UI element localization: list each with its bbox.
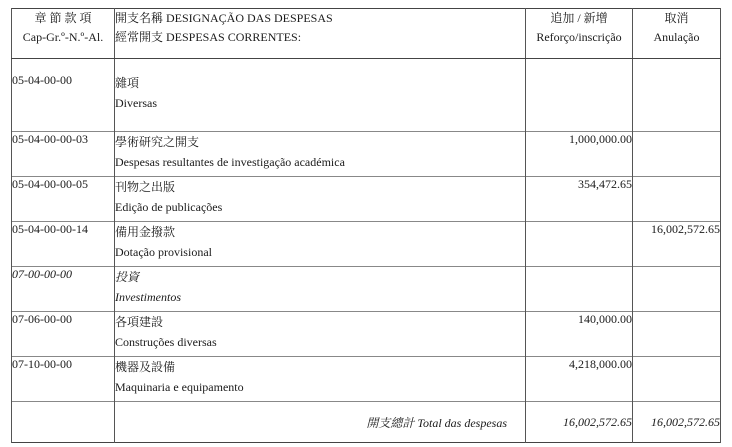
header-annulment [633, 9, 721, 59]
table-row [12, 312, 721, 357]
row-reinforcement: 4,218,000.00 [526, 357, 633, 402]
row-code: 05-04-00-00-05 [12, 177, 115, 222]
budget-table [11, 8, 721, 443]
total-label: 開支總計 Total das despesas [115, 402, 526, 443]
row-annulment [633, 357, 721, 402]
row-code: 05-04-00-00-14 [12, 222, 115, 267]
header-add-zh: 追加 / 新增 [550, 11, 608, 25]
row-annulment [633, 312, 721, 357]
table-row [12, 132, 721, 177]
row-code: 07-10-00-00 [12, 357, 115, 402]
row-reinforcement [526, 59, 633, 132]
total-annulment: 16,002,572.65 [633, 402, 721, 443]
row-desc-zh: 備用金撥款 [115, 225, 176, 239]
header-add-pt: Reforço/inscrição [536, 30, 622, 44]
row-description [115, 177, 526, 222]
table-row [12, 267, 721, 312]
row-desc-pt: Investimentos [115, 290, 181, 304]
row-desc-pt: Construções diversas [115, 335, 217, 349]
row-reinforcement: 140,000.00 [526, 312, 633, 357]
row-desc-pt: Dotação provisional [115, 245, 212, 259]
table-row [12, 357, 721, 402]
row-description [115, 59, 526, 132]
total-code-cell [12, 402, 115, 443]
row-annulment [633, 177, 721, 222]
row-code: 05-04-00-00-03 [12, 132, 115, 177]
header-cancel-zh: 取消 [664, 11, 689, 25]
header-row [12, 9, 721, 59]
row-reinforcement: 1,000,000.00 [526, 132, 633, 177]
row-description [115, 312, 526, 357]
header-desc-line1: 開支名稱 DESIGNAÇÃO DAS DESPESAS [115, 11, 333, 25]
total-reinforcement: 16,002,572.65 [526, 402, 633, 443]
row-desc-zh: 各項建設 [115, 315, 164, 329]
row-desc-zh: 投資 [115, 270, 140, 284]
header-reinforcement [526, 9, 633, 59]
table-row [12, 177, 721, 222]
row-reinforcement [526, 222, 633, 267]
row-description [115, 132, 526, 177]
table-row [12, 222, 721, 267]
row-reinforcement [526, 267, 633, 312]
row-desc-zh: 機器及設備 [115, 360, 176, 374]
row-code: 07-00-00-00 [12, 267, 115, 312]
row-annulment: 16,002,572.65 [633, 222, 721, 267]
row-desc-pt: Diversas [115, 96, 157, 110]
row-desc-pt: Maquinaria e equipamento [115, 380, 244, 394]
row-desc-pt: Despesas resultantes de investigação académica [115, 155, 345, 169]
row-desc-pt: Edição de publicações [115, 200, 223, 214]
row-desc-zh: 雜項 [115, 76, 140, 90]
header-code-zh: 章 節 款 項 [34, 11, 92, 25]
header-cancel-pt: Anulação [653, 30, 700, 44]
row-desc-zh: 學術研究之開支 [115, 135, 200, 149]
total-row [12, 402, 721, 443]
header-description [115, 9, 526, 59]
row-description [115, 222, 526, 267]
row-description [115, 267, 526, 312]
row-annulment [633, 59, 721, 132]
row-description [115, 357, 526, 402]
row-annulment [633, 267, 721, 312]
table-row [12, 59, 721, 132]
row-annulment [633, 132, 721, 177]
row-code: 07-06-00-00 [12, 312, 115, 357]
header-code [12, 9, 115, 59]
row-desc-zh: 刊物之出版 [115, 180, 176, 194]
row-reinforcement: 354,472.65 [526, 177, 633, 222]
header-code-pt: Cap-Gr.º-N.º-Al. [22, 30, 104, 44]
header-desc-line2: 經常開支 DESPESAS CORRENTES: [115, 30, 302, 44]
row-code: 05-04-00-00 [12, 59, 115, 132]
